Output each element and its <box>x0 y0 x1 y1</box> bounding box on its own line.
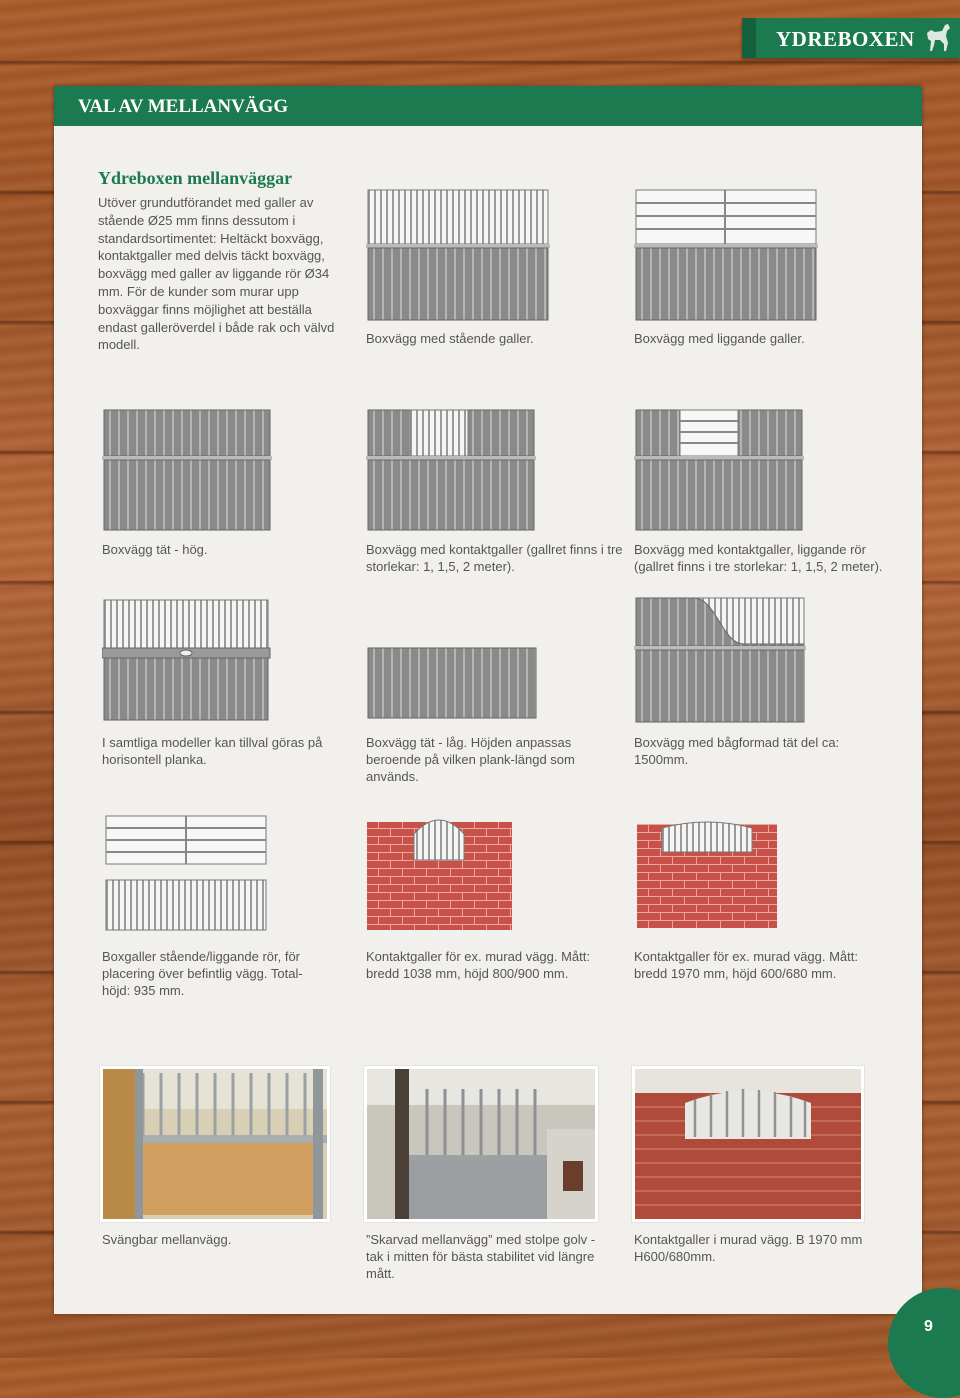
figure-contact-grille <box>366 408 536 532</box>
caption-solid-high: Boxvägg tät - hög. <box>102 542 208 557</box>
caption-grille-over-wall: Boxgaller stående/liggande rör, för placering över befintlig vägg. Total-höjd: 935 mm. <box>102 949 303 998</box>
page-number: 9 <box>924 1318 933 1335</box>
figure-solid-high <box>102 408 272 532</box>
caption-brick-wall-grille: Kontaktgaller i murad vägg. B 1970 mm H600/680mm. <box>634 1232 863 1264</box>
brand-tab <box>742 18 960 58</box>
page-paper <box>54 86 922 1314</box>
caption-joined-partition: ”Skarvad mellanvägg” med stolpe golv - tak i mitten för bästa stabilitet vid längre mått. <box>366 1232 596 1281</box>
figure-horizontal-bars <box>634 188 818 322</box>
figure-horizontal-plank <box>102 598 272 722</box>
caption-brick-wide-grille: Kontaktgaller för ex. murad vägg. Mått: bredd 1970 mm, höjd 600/680 mm. <box>634 949 858 981</box>
figure-solid-low <box>366 646 538 720</box>
section-title: VAL AV MELLANVÄGG <box>78 96 289 117</box>
photo-brick-wall-grille <box>632 1066 864 1222</box>
figure-standing-bars <box>366 188 550 322</box>
caption-curved-solid: Boxvägg med bågformad tät del ca: 1500mm. <box>634 735 840 767</box>
caption-brick-contact-grille: Kontaktgaller för ex. murad vägg. Mått: bredd 1038 mm, höjd 800/900 mm. <box>366 949 590 981</box>
photo-swing-partition <box>100 1066 330 1222</box>
brand-name: YDREBOXEN <box>776 27 915 51</box>
caption-horizontal-plank: I samtliga modeller kan tillval göras på horisontell planka. <box>102 735 323 767</box>
caption-contact-grille-horizontal: Boxvägg med kontaktgaller, liggande rör (gallret finns i tre storlekar: 1, 1,5, 2 meter). <box>634 542 883 574</box>
caption-swing-partition: Svängbar mellanvägg. <box>102 1232 232 1247</box>
intro-title: Ydreboxen mellanväggar <box>98 168 293 188</box>
figure-grille-over-wall <box>104 814 270 934</box>
section-header <box>54 86 922 126</box>
caption-solid-low: Boxvägg tät - låg. Höjden anpassas beroende på vilken plank-längd som används. <box>366 735 575 784</box>
figure-curved-solid <box>634 596 806 724</box>
figure-brick-wide-grille <box>636 816 780 930</box>
caption-standing-bars: Boxvägg med stående galler. <box>366 331 534 346</box>
figure-contact-grille-horizontal <box>634 408 804 532</box>
horse-icon <box>922 21 952 53</box>
photo-joined-partition <box>364 1066 598 1222</box>
caption-contact-grille: Boxvägg med kontaktgaller (gallret finns i tre storlekar: 1, 1,5, 2 meter). <box>366 542 623 574</box>
figure-brick-contact-grille <box>366 812 514 932</box>
intro-text: Utöver grundutförandet med galler av stående Ø25 mm finns dessutom i standardsortimentet: Heltäckt boxvägg, kontaktgaller med delvis täckt boxvägg, boxvägg med galler av liggande rör Ø34 mm. För de kunder som murar upp boxväggar finns möjlighet att beställa endast galleröverdel i både rak och välvd modell. <box>98 195 335 353</box>
caption-horizontal-bars: Boxvägg med liggande galler. <box>634 331 805 346</box>
